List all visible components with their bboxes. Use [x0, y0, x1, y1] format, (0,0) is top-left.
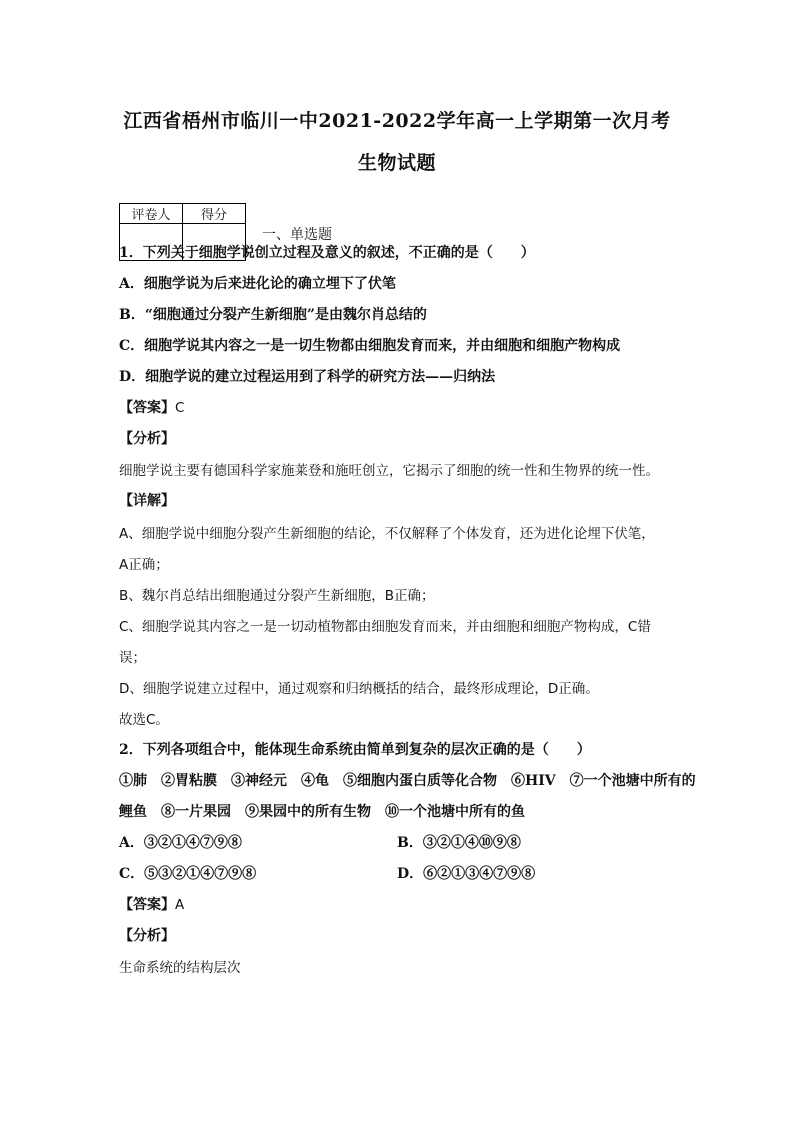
- q2-answer-label: 【答案】: [119, 897, 175, 913]
- q1-analysis-text: 细胞学说主要有德国科学家施莱登和施旺创立，它揭示了细胞的统一性和生物界的统一性。: [119, 463, 659, 479]
- score-header: 得分: [183, 204, 246, 224]
- q2-option-b: B．③②①④⑩⑨⑧: [397, 835, 521, 851]
- q1-detail-a-line1: A、细胞学说中细胞分裂产生新细胞的结论，不仅解释了个体发育，还为进化论埋下伏笔，: [119, 526, 655, 542]
- section-heading: 一、单选题: [262, 227, 332, 243]
- document-title: 江西省梧州市临川一中2021-2022学年高一上学期第一次月考: [123, 110, 671, 132]
- q1-detail-d: D、细胞学说建立过程中，通过观察和归纳概括的结合，最终形成理论，D正确。: [119, 681, 599, 697]
- q1-answer-label: 【答案】: [119, 400, 175, 416]
- q1-detail-c-line1: C、细胞学说其内容之一是一切动植物都由细胞发育而来，并由细胞和细胞产物构成，C错: [119, 619, 651, 635]
- q1-detail-a-line2: A正确；: [119, 557, 169, 573]
- q1-option-a: A．细胞学说为后来进化论的确立埋下了伏笔: [119, 276, 396, 292]
- q1-option-c: C．细胞学说其内容之一是一切生物都由细胞发育而来，并由细胞和细胞产物构成: [119, 338, 621, 354]
- q1-answer-value: C: [175, 400, 185, 416]
- q1-option-d: D．细胞学说的建立过程运用到了科学的研究方法——归纳法: [119, 369, 496, 385]
- q1-conclusion: 故选C。: [119, 712, 169, 728]
- q2-analysis-label: 【分析】: [119, 928, 175, 944]
- q1-answer: [119, 397, 184, 417]
- q2-stem: 2．下列各项组合中，能体现生命系统由简单到复杂的层次正确的是（ ）: [119, 742, 591, 758]
- q2-answer-value: A: [175, 897, 185, 913]
- q1-detail-label: 【详解】: [119, 493, 175, 509]
- q2-option-c: C．⑤③②①④⑦⑨⑧: [119, 866, 257, 882]
- q2-option-d: D．⑥②①③④⑦⑨⑧: [397, 866, 536, 882]
- q1-analysis-label: 【分析】: [119, 431, 175, 447]
- grader-header: 评卷人: [120, 204, 183, 224]
- document-subtitle: 生物试题: [357, 152, 436, 174]
- q2-items-line2: 鲤鱼 ⑧一片果园 ⑨果园中的所有生物 ⑩一个池塘中所有的鱼: [119, 804, 525, 820]
- q2-analysis-text: 生命系统的结构层次: [119, 960, 241, 976]
- q1-detail-c-line2: 误；: [119, 650, 146, 666]
- q2-answer: [119, 894, 184, 914]
- q2-option-a: A．③②①④⑦⑨⑧: [119, 835, 242, 851]
- q2-items-line1: ①肺 ②胃粘膜 ③神经元 ④龟 ⑤细胞内蛋白质等化合物 ⑥HIV ⑦一个池塘中所有的: [119, 773, 696, 789]
- q1-option-b: B．“细胞通过分裂产生新细胞”是由魏尔肖总结的: [119, 307, 427, 323]
- q1-stem: 1．下列关于细胞学说创立过程及意义的叙述，不正确的是（ ）: [119, 245, 535, 261]
- q1-detail-b: B、魏尔肖总结出细胞通过分裂产生新细胞，B正确；: [119, 588, 435, 604]
